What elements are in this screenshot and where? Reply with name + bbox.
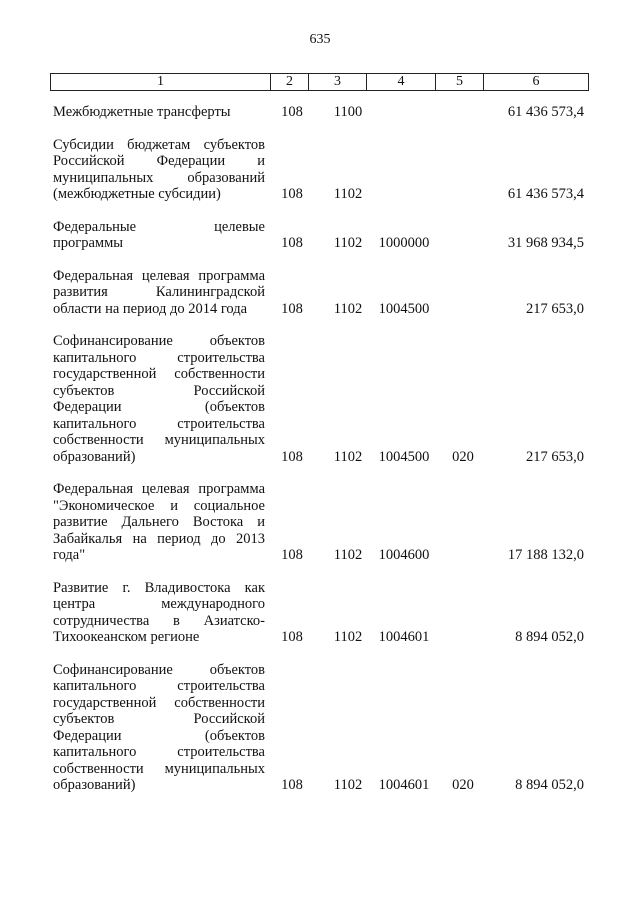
description-line: государственной собственности <box>53 366 265 382</box>
budget-row <box>0 219 640 252</box>
description-line: капитального строительства <box>53 349 265 366</box>
description-line: Забайкалья на период до 2013 <box>53 530 265 547</box>
expense-type-code: 020 <box>452 777 474 793</box>
column-header-5: 5 <box>436 74 484 91</box>
description-line: "Экономическое и социальное <box>53 497 265 514</box>
ministry-code: 108 <box>281 777 303 793</box>
description-line: сотрудничества в Азиатско- <box>53 612 265 629</box>
description-line: года" <box>53 547 86 563</box>
amount: 31 968 934,5 <box>507 235 584 251</box>
description-line: (межбюджетные субсидии) <box>53 186 221 202</box>
description-line: Тихоокеанском регионе <box>53 629 200 645</box>
description-line: развития Калининградской <box>53 284 265 300</box>
column-header-row <box>51 74 589 91</box>
description-line: капитального строительства <box>53 415 265 432</box>
ministry-code: 108 <box>281 186 303 202</box>
budget-row <box>0 268 640 318</box>
description-line: образований) <box>53 777 136 793</box>
budget-row <box>0 662 640 794</box>
section-code: 1100 <box>333 104 363 120</box>
description-line: Софинансирование объектов <box>53 333 265 349</box>
target-article-code: 1004500 <box>378 300 430 317</box>
row-description <box>53 104 265 121</box>
amount: 8 894 052,0 <box>515 629 584 645</box>
budget-row <box>0 481 640 564</box>
section-code: 1102 <box>333 547 363 563</box>
row-description <box>53 137 265 203</box>
section-code: 1102 <box>333 629 363 645</box>
amount: 17 188 132,0 <box>507 547 584 563</box>
description-line: муниципальных образований <box>53 169 265 186</box>
page-number: 635 <box>309 32 331 47</box>
target-article-code: 1000000 <box>378 235 430 251</box>
description-line: капитального строительства <box>53 678 265 694</box>
description-line: субъектов Российской <box>53 711 265 727</box>
row-description <box>53 662 265 794</box>
amount: 217 653,0 <box>526 448 584 465</box>
column-header-6: 6 <box>484 74 589 91</box>
description-line: образований) <box>53 448 136 465</box>
row-description <box>53 580 265 646</box>
budget-row <box>0 104 640 121</box>
budget-rows <box>0 104 640 810</box>
target-article-code: 1004600 <box>378 547 430 563</box>
section-code: 1102 <box>333 777 363 793</box>
column-header-table <box>50 73 589 91</box>
ministry-code: 108 <box>281 235 303 251</box>
target-article-code: 1004500 <box>378 448 430 465</box>
description-line: субъектов Российской <box>53 382 265 399</box>
row-description <box>53 481 265 564</box>
expense-type-code: 020 <box>452 448 474 465</box>
ministry-code: 108 <box>281 448 303 465</box>
description-line: собственности муниципальных <box>53 432 265 448</box>
description-line: центра международного <box>53 596 265 612</box>
description-line: развитие Дальнего Востока и <box>53 514 265 530</box>
section-code: 1102 <box>333 448 363 465</box>
amount: 217 653,0 <box>526 300 584 317</box>
amount: 61 436 573,4 <box>507 186 584 202</box>
column-header-2: 2 <box>271 74 309 91</box>
target-article-code: 1004601 <box>378 629 430 645</box>
amount: 8 894 052,0 <box>515 777 584 793</box>
description-line: Межбюджетные трансферты <box>53 104 231 120</box>
budget-row <box>0 333 640 465</box>
ministry-code: 108 <box>281 629 303 645</box>
amount: 61 436 573,4 <box>507 104 584 120</box>
target-article-code: 1004601 <box>378 777 430 793</box>
budget-row <box>0 137 640 203</box>
description-line: области на период до 2014 года <box>53 300 248 317</box>
description-line: Федерации (объектов <box>53 727 265 744</box>
description-line: Федеральные целевые <box>53 218 265 235</box>
column-header-3: 3 <box>309 74 367 91</box>
description-line: Развитие г. Владивостока как <box>53 579 265 596</box>
ministry-code: 108 <box>281 547 303 563</box>
row-description <box>53 333 265 465</box>
column-header-1: 1 <box>51 74 271 91</box>
budget-row <box>0 580 640 646</box>
description-line: Федеральная целевая программа <box>53 481 265 497</box>
description-line: Субсидии бюджетам субъектов <box>53 136 265 153</box>
description-line: собственности муниципальных <box>53 760 265 777</box>
ministry-code: 108 <box>281 300 303 317</box>
description-line: программы <box>53 235 123 251</box>
ministry-code: 108 <box>281 104 303 120</box>
description-line: капитального строительства <box>53 744 265 760</box>
row-description <box>53 268 265 318</box>
description-line: Софинансирование объектов <box>53 661 265 678</box>
section-code: 1102 <box>333 186 363 202</box>
description-line: Федеральная целевая программа <box>53 267 265 284</box>
description-line: Федерации (объектов <box>53 399 265 415</box>
column-header-4: 4 <box>367 74 436 91</box>
section-code: 1102 <box>333 300 363 317</box>
description-line: Российской Федерации и <box>53 153 265 169</box>
description-line: государственной собственности <box>53 694 265 711</box>
row-description <box>53 219 265 252</box>
section-code: 1102 <box>333 235 363 251</box>
